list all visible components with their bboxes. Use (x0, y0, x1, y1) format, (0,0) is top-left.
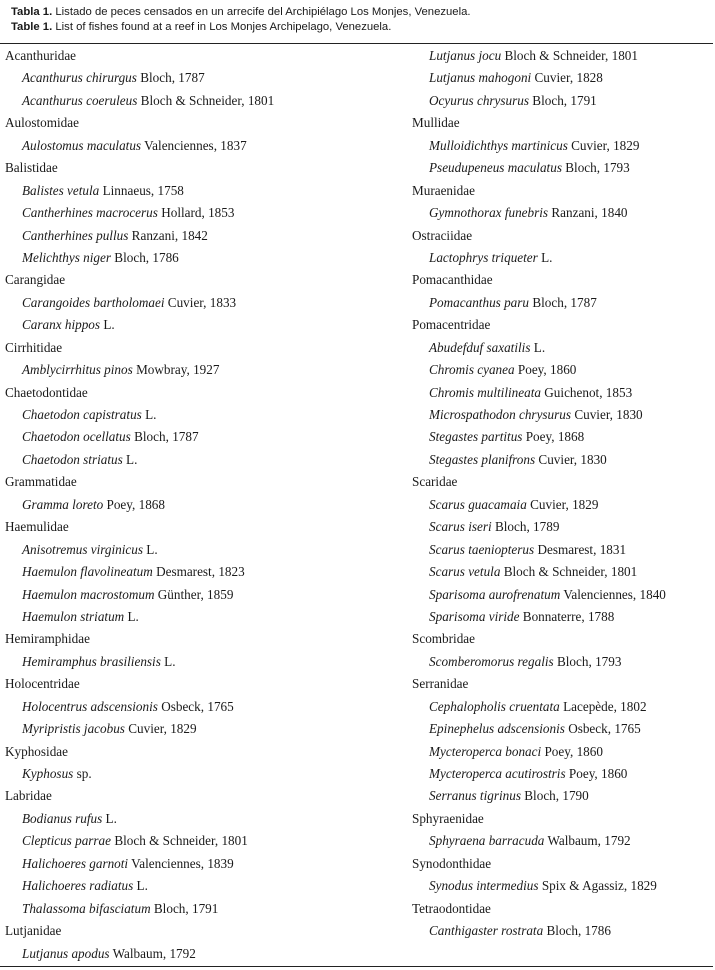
species-author: Hollard, 1853 (161, 205, 235, 221)
species-row (405, 202, 715, 224)
family-row: Sphyraenidae (412, 810, 484, 826)
species-author: Bloch & Schneider, 1801 (503, 564, 638, 580)
species-row (0, 494, 405, 516)
family-row: Carangidae (5, 272, 66, 288)
species-author: Cuvier, 1829 (530, 496, 599, 512)
species-row (405, 539, 715, 561)
species-author: Osbeck, 1765 (161, 698, 234, 714)
species-row (0, 763, 405, 785)
family-row: Acanthuridae (5, 48, 77, 63)
species-name: Chaetodon ocellatus (22, 429, 131, 445)
species-name: Mycteroperca acutirostris (429, 766, 566, 781)
top-rule (0, 43, 713, 44)
species-name: Hemiramphus brasiliensis (22, 653, 161, 669)
species-name: Chromis multilineata (429, 384, 541, 400)
caption-english-label: Table 1. (11, 21, 53, 33)
species-author: L. (103, 317, 115, 333)
species-author: Bloch, 1786 (546, 923, 611, 939)
species-row (0, 696, 405, 718)
species-name: Scarus taeniopterus (429, 541, 535, 557)
species-author: Cuvier, 1829 (128, 721, 197, 737)
species-author: Valenciennes, 1837 (144, 137, 247, 153)
family-row: Holocentridae (5, 676, 80, 692)
family-row: Grammatidae (5, 474, 77, 490)
species-row (0, 651, 405, 673)
species-name: Sparisoma aurofrenatum (429, 586, 561, 602)
species-name: Stegastes partitus (429, 429, 523, 445)
species-name: Acanthurus coeruleus (22, 92, 138, 108)
species-author: Spix & Agassiz, 1829 (541, 878, 657, 894)
family-row: Mullidae (412, 115, 460, 131)
species-row (0, 449, 405, 471)
species-row (0, 853, 405, 875)
species-name: Haemulon flavolineatum (22, 564, 153, 580)
species-row (0, 314, 405, 336)
species-name: Ocyurus chrysurus (429, 92, 529, 108)
species-row (405, 516, 715, 538)
bottom-rule (0, 966, 713, 967)
fish-table (0, 45, 715, 965)
right-column (405, 45, 715, 965)
species-author: Cuvier, 1830 (574, 407, 643, 422)
family-row: Hemiramphidae (5, 631, 90, 647)
species-row (0, 584, 405, 606)
species-author: Bloch & Schneider, 1801 (140, 92, 275, 108)
species-row (405, 494, 715, 516)
species-row (405, 157, 715, 179)
species-author: L. (136, 878, 148, 894)
species-row (0, 202, 405, 224)
species-author: Valenciennes, 1839 (131, 855, 234, 871)
species-name: Acanthurus chirurgus (22, 70, 137, 86)
species-name: Abudefduf saxatilis (429, 339, 531, 355)
species-row (405, 404, 715, 426)
species-name: Mycteroperca bonaci (429, 743, 542, 759)
species-row (0, 359, 405, 381)
species-author: Bloch, 1787 (140, 70, 205, 86)
species-name: Scarus vetula (429, 564, 501, 580)
species-row (0, 426, 405, 448)
species-author: Walbaum, 1792 (112, 945, 196, 961)
species-name: Chaetodon capistratus (22, 407, 142, 422)
species-author: Walbaum, 1792 (547, 833, 631, 849)
species-name: Caranx hippos (22, 317, 101, 333)
species-name: Scarus guacamaia (429, 496, 527, 512)
caption-spanish-text: Listado de peces censados en un arrecife del Archipiélago Los Monjes, Venezuela. (55, 6, 471, 18)
species-author: L. (146, 541, 158, 557)
species-row (0, 898, 405, 920)
species-name: Aulostomus maculatus (22, 137, 142, 153)
species-row (0, 225, 405, 247)
species-name: Balistes vetula (22, 182, 100, 198)
species-name: Gramma loreto (22, 496, 104, 512)
species-row (405, 763, 715, 785)
species-name: Epinephelus adscensionis (429, 721, 565, 737)
species-author: Poey, 1860 (568, 766, 628, 781)
species-name: Stegastes planifrons (429, 451, 536, 467)
species-author: Cuvier, 1829 (571, 137, 640, 153)
species-author: L. (164, 653, 176, 669)
species-name: Amblycirrhitus pinos (22, 362, 133, 378)
species-name: Mulloidichthys martinicus (429, 137, 568, 153)
species-name: Pomacanthus paru (429, 294, 530, 310)
species-name: Scarus iseri (429, 519, 492, 535)
species-author: Bloch & Schneider, 1801 (504, 48, 638, 63)
species-name: Synodus intermedius (429, 878, 539, 894)
species-row (0, 539, 405, 561)
species-author: Bloch, 1787 (532, 294, 597, 310)
family-row: Balistidae (5, 160, 58, 176)
species-name: Cantherhines pullus (22, 227, 129, 243)
species-row (405, 449, 715, 471)
species-row (405, 785, 715, 807)
family-row: Labridae (5, 788, 52, 804)
species-author: Cuvier, 1833 (167, 294, 237, 310)
species-author: Ranzani, 1840 (551, 205, 628, 221)
left-column (0, 45, 405, 965)
species-row (405, 359, 715, 381)
species-name: Chaetodon striatus (22, 451, 123, 467)
species-name: Serranus tigrinus (429, 788, 521, 804)
species-author: L. (127, 608, 139, 624)
species-author: L. (105, 810, 117, 826)
species-row (0, 875, 405, 897)
species-name: Lutjanus apodus (22, 945, 110, 961)
species-name: Haemulon striatum (22, 608, 125, 624)
species-author: Bloch, 1790 (524, 788, 589, 804)
species-row (0, 606, 405, 628)
species-author: Bloch, 1791 (532, 92, 597, 108)
species-author: Poey, 1860 (544, 743, 603, 759)
caption-spanish (11, 5, 711, 20)
species-author: Bloch & Schneider, 1801 (114, 833, 248, 849)
species-row (405, 45, 715, 67)
family-row: Serranidae (412, 676, 469, 692)
caption-spanish-label: Tabla 1. (11, 6, 53, 18)
species-row (405, 337, 715, 359)
species-row (0, 135, 405, 157)
family-row: Muraenidae (412, 182, 475, 198)
species-author: Cuvier, 1830 (538, 451, 607, 467)
species-name: Halichoeres radiatus (22, 878, 134, 894)
species-name: Halichoeres garnoti (22, 855, 129, 871)
species-row (0, 561, 405, 583)
species-row (0, 90, 405, 112)
species-author: Bloch, 1793 (565, 160, 630, 176)
species-row (405, 67, 715, 89)
species-row (0, 292, 405, 314)
species-author: Lacepède, 1802 (563, 698, 647, 714)
species-author: Bloch, 1787 (134, 429, 199, 445)
species-row (405, 135, 715, 157)
species-row (405, 382, 715, 404)
species-name: Haemulon macrostomum (22, 586, 155, 602)
species-name: Lutjanus mahogoni (429, 70, 532, 86)
species-author: L. (145, 407, 157, 422)
species-row (405, 247, 715, 269)
species-row (405, 90, 715, 112)
species-row (405, 920, 715, 942)
species-row (405, 830, 715, 852)
species-name: Cantherhines macrocerus (22, 205, 158, 221)
species-author: Poey, 1868 (525, 429, 585, 445)
species-author: Bloch, 1793 (556, 653, 622, 669)
species-author: Ranzani, 1842 (131, 227, 208, 243)
family-row: Ostraciidae (412, 227, 473, 243)
species-author: Poey, 1868 (106, 496, 165, 512)
family-row: Scombridae (412, 631, 475, 647)
species-name: Gymnothorax funebris (429, 205, 549, 221)
species-row (405, 718, 715, 740)
species-row (0, 718, 405, 740)
family-row: Pomacentridae (412, 317, 491, 333)
family-row: Tetraodontidae (412, 900, 491, 916)
species-author: Cuvier, 1828 (534, 70, 603, 86)
species-row (0, 67, 405, 89)
species-name: Scomberomorus regalis (429, 653, 554, 669)
family-row: Pomacanthidae (412, 272, 493, 288)
family-row: Haemulidae (5, 519, 69, 535)
species-row (0, 808, 405, 830)
family-row: Cirrhitidae (5, 339, 63, 355)
species-row (405, 292, 715, 314)
species-name: Melichthys niger (22, 249, 111, 265)
family-row: Chaetodontidae (5, 384, 88, 400)
species-author: Poey, 1860 (517, 362, 577, 378)
species-name: Microspathodon chrysurus (429, 407, 572, 422)
species-row (0, 943, 405, 965)
species-row (0, 247, 405, 269)
species-name: Clepticus parrae (22, 833, 112, 849)
species-name: Lactophrys triqueter (429, 249, 538, 265)
species-name: Kyphosus (22, 766, 74, 781)
species-row (405, 426, 715, 448)
species-name: Lutjanus jocu (429, 48, 502, 63)
family-row: Synodonthidae (412, 855, 492, 871)
caption-english-text: List of fishes found at a reef in Los Monjes Archipelago, Venezuela. (55, 21, 392, 33)
species-author: Guichenot, 1853 (544, 384, 633, 400)
species-author: Osbeck, 1765 (568, 721, 641, 737)
family-row: Scaridae (412, 474, 458, 490)
caption-english (11, 20, 711, 35)
species-author: Bloch, 1789 (494, 519, 560, 535)
family-row: Kyphosidae (5, 743, 68, 759)
table-caption (11, 5, 711, 35)
species-name: Sparisoma viride (429, 608, 520, 624)
species-author: Bonnaterre, 1788 (522, 608, 615, 624)
species-author: sp. (76, 766, 92, 781)
species-author: Günther, 1859 (157, 586, 234, 602)
species-name: Thalassoma bifasciatum (22, 900, 151, 916)
species-row (405, 875, 715, 897)
species-row (0, 180, 405, 202)
species-name: Carangoides bartholomaei (22, 294, 165, 310)
species-row (405, 651, 715, 673)
species-author: L. (541, 249, 553, 265)
species-author: L. (533, 339, 546, 355)
species-author: Bloch, 1786 (114, 249, 179, 265)
species-name: Chromis cyanea (429, 362, 515, 378)
species-row (405, 584, 715, 606)
species-row (0, 404, 405, 426)
species-author: Desmarest, 1831 (537, 541, 627, 557)
species-name: Canthigaster rostrata (429, 923, 544, 939)
species-name: Holocentrus adscensionis (22, 698, 158, 714)
species-row (0, 830, 405, 852)
species-name: Myripristis jacobus (22, 721, 125, 737)
species-row (405, 741, 715, 763)
species-row (405, 696, 715, 718)
species-author: L. (126, 451, 138, 467)
species-row (405, 606, 715, 628)
species-name: Anisotremus virginicus (22, 541, 143, 557)
species-author: Mowbray, 1927 (136, 362, 220, 378)
species-author: Desmarest, 1823 (156, 564, 245, 580)
species-name: Sphyraena barracuda (429, 833, 545, 849)
species-row (405, 561, 715, 583)
species-author: Linnaeus, 1758 (102, 182, 184, 198)
species-author: Valenciennes, 1840 (563, 586, 666, 602)
species-author: Bloch, 1791 (153, 900, 219, 916)
species-name: Pseudupeneus maculatus (429, 160, 562, 176)
species-name: Cephalopholis cruentata (429, 698, 560, 714)
family-row: Aulostomidae (5, 115, 79, 131)
family-row: Lutjanidae (5, 923, 62, 939)
species-name: Bodianus rufus (22, 810, 103, 826)
